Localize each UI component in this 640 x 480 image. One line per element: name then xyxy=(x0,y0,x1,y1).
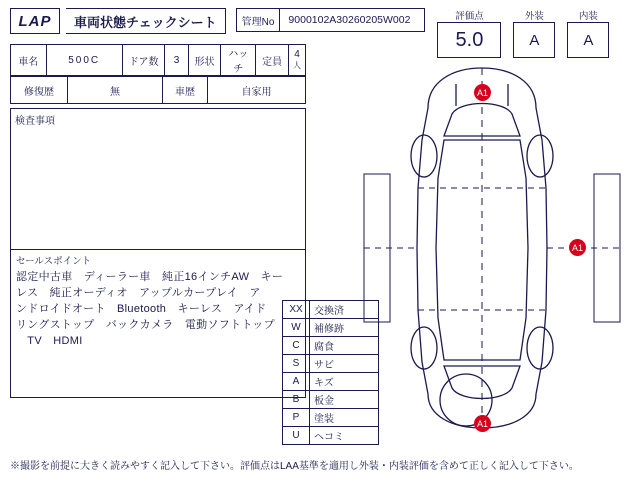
doors-value: 3 xyxy=(165,45,188,76)
sales-points-label: セールスポイント xyxy=(16,256,92,267)
table-row xyxy=(11,77,306,104)
legend-code: XX xyxy=(283,301,310,319)
damage-marker[interactable]: A1 xyxy=(474,415,491,432)
legend-desc: 塗装 xyxy=(310,409,379,427)
sales-line: レス 純正オーディオ アップルカープレイ ア xyxy=(16,287,261,299)
capacity-value xyxy=(289,45,306,76)
legend-code: C xyxy=(283,337,310,355)
interior-value: A xyxy=(567,22,609,58)
interior-label: 内装 xyxy=(578,11,598,22)
exterior-value: A xyxy=(513,22,555,58)
legend-desc: サビ xyxy=(310,355,379,373)
legend-code: B xyxy=(283,391,310,409)
footnote: ※撮影を前提に大きく読みやすく記入して下さい。評価点はLAA基準を適用し外装・内装評価を含めて正しく記入して下さい。 xyxy=(10,461,579,472)
legend-code: A xyxy=(283,373,310,391)
legend-code: P xyxy=(283,409,310,427)
shape-value: ハッチ xyxy=(221,45,256,76)
inspection-label: 検査事項 xyxy=(15,116,55,127)
inspection-section xyxy=(10,108,306,250)
damage-marker[interactable]: A1 xyxy=(474,84,491,101)
history-value: 自家用 xyxy=(208,77,306,104)
spec-table xyxy=(10,44,306,76)
legend-desc: 板金 xyxy=(310,391,379,409)
score-value: 5.0 xyxy=(437,22,501,58)
legend-desc: 腐食 xyxy=(310,337,379,355)
vehicle-diagram-svg xyxy=(356,48,628,436)
legend-code: W xyxy=(283,319,310,337)
shape-label: 形状 xyxy=(188,45,221,76)
management-number xyxy=(236,8,426,32)
car-name-label: 車名 xyxy=(11,45,47,76)
sales-line: リングストップ バックカメラ 電動ソフトトップ xyxy=(16,319,275,331)
legend-code: S xyxy=(283,355,310,373)
repair-value: 無 xyxy=(68,77,163,104)
sales-points-body xyxy=(16,269,300,349)
sales-line: ンドロイドオート Bluetooth キーレス アイド xyxy=(16,303,267,315)
damage-marker[interactable]: A1 xyxy=(569,239,586,256)
page-title: 車両状態チェックシート xyxy=(66,8,226,34)
capacity-number: 4 xyxy=(294,49,300,60)
management-number-label: 管理No xyxy=(236,8,281,32)
logo-text: LAP xyxy=(18,12,52,30)
sales-line: TV HDMI xyxy=(16,335,83,347)
repair-label: 修復歴 xyxy=(11,77,68,104)
capacity-label: 定員 xyxy=(256,45,289,76)
car-name-value: 500C xyxy=(46,45,122,76)
history-label: 車歴 xyxy=(163,77,208,104)
sales-line: 認定中古車 ディーラー車 純正16インチAW キー xyxy=(16,271,284,283)
legend-desc: キズ xyxy=(310,373,379,391)
legend-code: U xyxy=(283,427,310,445)
management-number-value: 9000102A30260205W002 xyxy=(280,8,425,32)
legend-desc: 交換済 xyxy=(310,301,379,319)
legend-desc: ヘコミ xyxy=(310,427,379,445)
sales-points-section xyxy=(10,250,306,398)
capacity-unit: 人 xyxy=(293,61,301,70)
doors-label: ドア数 xyxy=(122,45,165,76)
logo xyxy=(10,8,60,34)
history-table xyxy=(10,76,306,104)
score-label: 評価点 xyxy=(455,11,484,22)
legend-desc: 補修跡 xyxy=(310,319,379,337)
vehicle-diagram xyxy=(356,48,628,436)
exterior-label: 外装 xyxy=(524,11,544,22)
table-row xyxy=(11,45,306,76)
left-column xyxy=(10,44,306,398)
